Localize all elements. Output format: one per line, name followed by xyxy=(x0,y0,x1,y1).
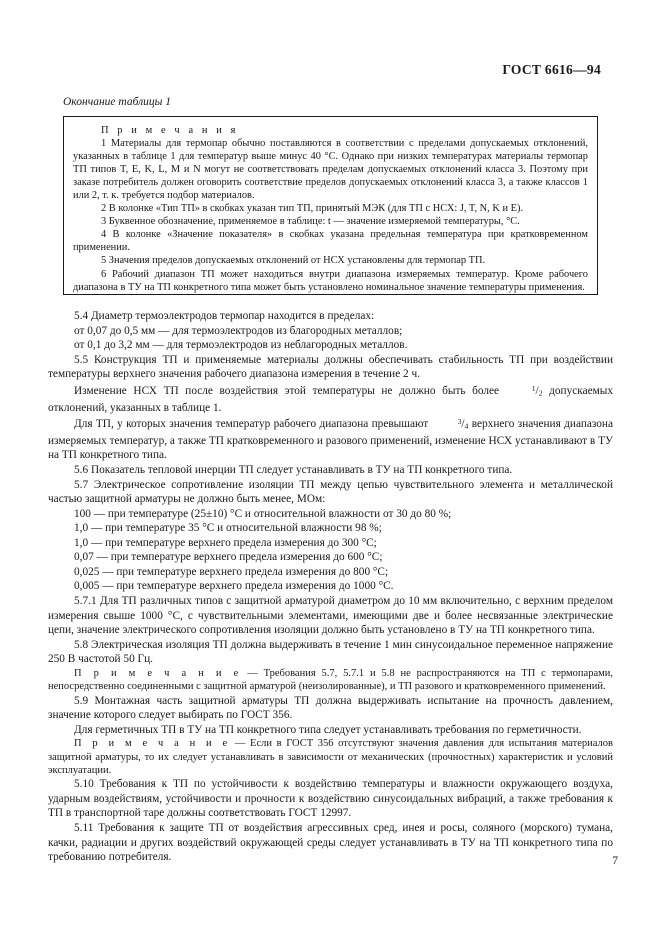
clause-5-4-item-a: от 0,07 до 0,5 мм — для термоэлектродов из благородных металлов; xyxy=(74,324,403,337)
fraction-one-half xyxy=(506,382,543,401)
note-item-3: 3 Буквенное обозначение, применяемое в таблице: t — значение измеряемой температуры, °С. xyxy=(101,216,520,228)
note-after-5-8-text: — Требования 5.7, 5.7.1 и 5.8 не распространяются на ТП с термопарами, непосредственно соединенными с защитной арматурой (неизолированные), и ТП разового и кратковременного применений. xyxy=(48,667,613,693)
note-after-5-8-heading: П р и м е ч а н и е xyxy=(74,667,242,679)
note-after-5-9-heading: П р и м е ч а н и е xyxy=(74,738,231,750)
clause-5-7-item-f: 0,005 — при температуре верхнего предела измерения до 1000 °С. xyxy=(74,580,394,593)
body-text xyxy=(48,309,613,865)
clause-nsx-change-part2: допускаемых отклонений, указанных в таблице 1. xyxy=(48,384,613,414)
notes-heading-text: П р и м е ч а н и я xyxy=(101,125,239,136)
clause-5-9: 5.9 Монтажная часть защитной арматуры ТП должна выдерживать испытание на прочность давлением, значение которого следует выбирать по ГОСТ 356. xyxy=(48,694,613,722)
note-item-5: 5 Значения пределов допускаемых отклонений от НСХ установлены для термопар ТП. xyxy=(101,255,486,267)
clause-5-11: 5.11 Требования к защите ТП от воздействия агрессивных сред, инея и росы, соляного (морского) тумана, качки, радиации и других воздействий окружающей среды следует устанавливать в ТУ на ТП конкретного типа по требованию потребителя. xyxy=(48,822,613,864)
note-after-5-8 xyxy=(48,667,613,694)
fraction-slash: / xyxy=(461,418,465,431)
clause-hermetic: Для герметичных ТП в ТУ на ТП конкретного типа следует устанавливать требования по герметичности. xyxy=(74,723,582,736)
clause-5-10: 5.10 Требования к ТП по устойчивости к воздействию температуры и влажности окружающего воздуха, ударным воздействиям, устойчивости и прочности к воздействию синусоидальных вибраций, а также требования к ТП в транспортной таре должны соответствовать ГОСТ 12997. xyxy=(48,778,613,820)
clause-5-5: 5.5 Конструкция ТП и применяемые материалы должны обеспечивать стабильность ТП при воздействии температуры верхнего значения рабочего диапазона измерения в течение 2 ч. xyxy=(48,353,613,381)
clause-tp-exceed xyxy=(48,415,613,463)
clause-5-7-1: 5.7.1 Для ТП различных типов с защитной арматурой диаметром до 10 мм включительно, с верхним пределом измерения свыше 1000 °С, с чувствительными элементами, имеющими две и более несвязанные электрические цепи, значение электрического сопротивления изоляции должно быть установлено в ТУ на ТП конкретного типа. xyxy=(48,594,613,637)
fraction-numerator: 1 xyxy=(531,383,536,393)
table-continuation-caption: Окончание таблицы 1 xyxy=(63,96,171,108)
fraction-numerator: 3 xyxy=(457,417,462,427)
clause-5-7: 5.7 Электрическое сопротивление изоляции ТП между цепью чувствительного элемента и металлической частью защитной арматуры не должно быть менее, МОм: xyxy=(48,478,613,506)
note-item-2: 2 В колонке «Тип ТП» в скобках указан тип ТП, принятый МЭК (для ТП с НСХ: J, T, N, K и E). xyxy=(101,203,524,215)
note-item-6: 6 Рабочий диапазон ТП может находиться внутри диапазона измеряемых температур. Кроме рабочего диапазона в ТУ на ТП конкретного типа может быть установлено номинальное значение температуры применения. xyxy=(73,268,588,293)
clause-nsx-change-part1: Изменение НСХ ТП после воздействия этой температуры не должно быть более xyxy=(74,384,506,397)
clause-5-7-item-d: 0,07 — при температуре верхнего предела измерения до 600 °С; xyxy=(74,551,383,564)
notes-content xyxy=(73,124,588,294)
clause-5-7-item-c: 1,0 — при температуре верхнего предела измерения до 300 °С; xyxy=(74,536,377,549)
clause-5-4: 5.4 Диаметр термоэлектродов термопар находится в пределах: xyxy=(74,310,375,322)
clause-5-4-item-b: от 0,1 до 3,2 мм — для термоэлектродов из неблагородных металлов. xyxy=(74,339,408,352)
clause-tp-exceed-part1: Для ТП, у которых значения температур рабочего диапазона превышают xyxy=(74,418,432,431)
clause-5-8: 5.8 Электрическая изоляция ТП должна выдерживать в течение 1 мин синусоидальное переменное напряжение 250 В частотой 50 Гц. xyxy=(48,638,613,666)
fraction-slash: / xyxy=(535,384,539,397)
page-number: 7 xyxy=(612,855,618,867)
standard-header: ГОСТ 6616—94 xyxy=(502,62,601,77)
clause-5-6: 5.6 Показатель тепловой инерции ТП следует устанавливать в ТУ на ТП конкретного типа. xyxy=(74,464,513,477)
clause-5-7-item-e: 0,025 — при температуре верхнего предела измерения до 800 °С; xyxy=(74,565,389,578)
clause-5-7-item-b: 1,0 — при температуре 35 °С и относительной влажности 98 %; xyxy=(74,522,382,535)
fraction-three-quarters xyxy=(432,415,469,434)
note-after-5-9-text: — Если в ГОСТ 356 отсутствуют значения давления для испытания материалов защитной арматуры, то их следует устанавливать в зависимости от механических (прочностных) характеристик и условий эксплуатации. xyxy=(48,738,613,776)
note-item-1: 1 Материалы для термопар обычно поставляются в соответствии с пределами допускаемых отклонений, указанных в таблице 1 для температур выше минус 40 °С. Однако при низких температурах материалы термопар ТП типов T, E, K, L, M и N могут не соответствовать пределам допускаемых отклонений класса 3. Поэтому при заказе потребитель должен оговорить соответствие пределов допускаемых отклонений класса 3, а также классов 1 или 2, т. к. требуется подбор материалов. xyxy=(73,138,588,202)
fraction-denominator: 4 xyxy=(464,421,469,431)
clause-nsx-change xyxy=(48,382,613,415)
notes-heading xyxy=(73,124,588,137)
notes-box xyxy=(63,116,598,295)
note-item-4: 4 В колонке «Значение показателя» в скобках указана предельная температура при кратковременном применении. xyxy=(73,229,588,254)
clause-5-7-item-a: 100 — при температуре (25±10) °С и относительной влажности от 30 до 80 %; xyxy=(74,507,452,520)
note-after-5-9 xyxy=(48,737,613,777)
clause-tp-exceed-part2: верхнего значения диапазона измеряемых температур, а также ТП кратковременного и разового применений, изменение НСХ устанавливают в ТУ на ТП конкретного типа. xyxy=(48,418,613,462)
fraction-denominator: 2 xyxy=(538,388,543,398)
